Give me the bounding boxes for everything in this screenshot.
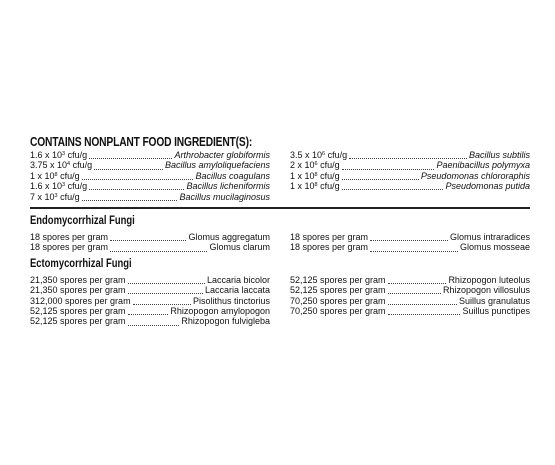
endo-fungi-title: Endomycorrhizal Fungi: [30, 215, 135, 228]
list-item: 3.75 x $10^4$ cfu/g Bacillus amyloliquefaciens: [30, 160, 270, 171]
list-item: 1 x $10^8$ cfu/g Pseudomonas putida: [290, 181, 530, 192]
list-item: 70,250 spores per gram Suillus punctipes: [290, 306, 530, 317]
ecto-left-column: [30, 275, 270, 327]
list-item: 3.5 x $10^6$ cfu/g Bacillus subtilis: [290, 150, 530, 160]
list-item: 18 spores per gram Glomus clarum: [30, 242, 270, 253]
list-item: 1.6 x $10^3$ cfu/g Arthrobacter globiformis: [30, 150, 270, 160]
ecto-fungi-title: Ectomycorrhizal Fungi: [30, 257, 132, 270]
bacteria-left-column: [30, 150, 270, 202]
ecto-right-column: [290, 275, 530, 327]
list-item: 21,350 spores per gram Laccaria bicolor: [30, 274, 270, 285]
list-item: 312,000 spores per gram Pisolithus tinctorius: [30, 295, 270, 306]
list-item: 1 x $10^8$ cfu/g Pseudomonas chlororaphis: [290, 170, 530, 181]
list-item: 52,125 spores per gram Rhizopogon fulvigleba: [30, 316, 270, 327]
endo-right-column: [290, 232, 530, 253]
ingredient-label: [30, 135, 530, 327]
list-item: 2 x $10^6$ cfu/g Paenibacillus polymyxa: [290, 160, 530, 171]
list-item: 70,250 spores per gram Suillus granulatus: [290, 295, 530, 306]
list-item: 1 x $10^8$ cfu/g Bacillus coagulans: [30, 170, 270, 181]
list-item: 18 spores per gram Glomus mosseae: [290, 242, 530, 253]
endo-left-column: [30, 232, 270, 253]
list-item: 52,125 spores per gram Rhizopogon luteolus: [290, 274, 530, 285]
list-item: 1.6 x $10^3$ cfu/g Bacillus licheniformis: [30, 181, 270, 192]
label-heading: CONTAINS NONPLANT FOOD INGREDIENT(S):: [30, 135, 253, 149]
list-item: 18 spores per gram Glomus aggregatum: [30, 232, 270, 243]
bacteria-list: [30, 150, 530, 202]
list-item: 52,125 spores per gram Rhizopogon amylopogon: [30, 306, 270, 317]
list-item: 7 x $10^3$ cfu/g Bacillus mucilaginosus: [30, 191, 270, 202]
endo-fungi-list: [30, 232, 530, 253]
section-divider: [30, 207, 530, 209]
list-item: 21,350 spores per gram Laccaria laccata: [30, 285, 270, 296]
ecto-fungi-list: [30, 275, 530, 327]
list-item: 52,125 spores per gram Rhizopogon villosulus: [290, 285, 530, 296]
list-item: 18 spores per gram Glomus intraradices: [290, 232, 530, 243]
bacteria-right-column: [290, 150, 530, 202]
